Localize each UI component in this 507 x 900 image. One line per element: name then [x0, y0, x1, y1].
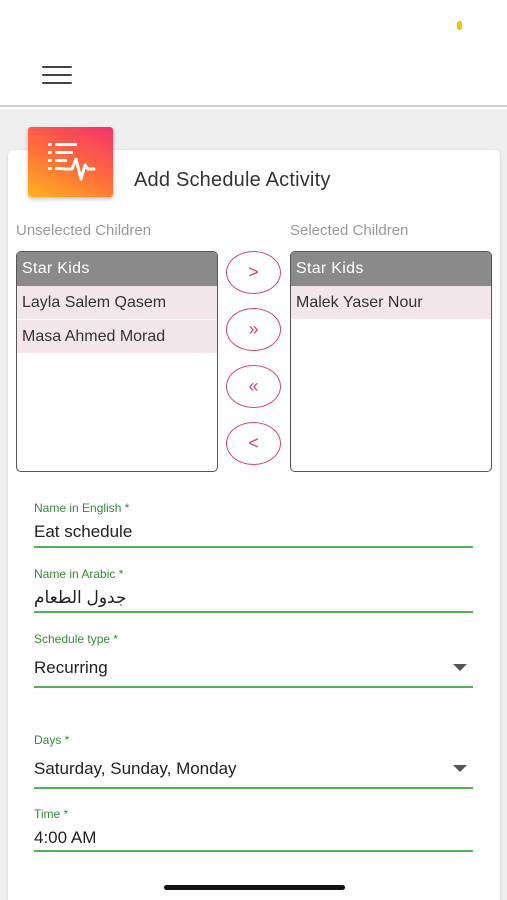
list-item-unselected-child[interactable]: Layla Salem Qasem [17, 286, 217, 320]
days-underline [34, 787, 473, 789]
page-title: Add Schedule Activity [134, 169, 331, 191]
activity-list-pulse-icon [28, 127, 113, 197]
time-underline [34, 850, 473, 852]
list-item-unselected-child[interactable]: Masa Ahmed Morad [17, 320, 217, 354]
schedule-type-underline [34, 686, 473, 688]
move-selected-left-button[interactable]: < [226, 422, 281, 465]
days-label: Days * [34, 733, 70, 747]
chevron-down-icon[interactable] [453, 765, 467, 772]
days-value[interactable]: Saturday, Sunday, Monday [34, 759, 237, 778]
selected-group-header: Star Kids [291, 252, 491, 286]
selected-children-label: Selected Children [290, 222, 409, 239]
name-english-field[interactable] [34, 501, 473, 549]
unselected-children-label: Unselected Children [16, 222, 152, 239]
unselected-group-header: Star Kids [17, 252, 217, 286]
name-arabic-label: Name in Arabic * [34, 567, 124, 581]
move-selected-right-button[interactable]: > [226, 251, 281, 294]
unselected-children-list [16, 251, 218, 472]
name-english-underline [34, 546, 473, 548]
chevron-down-icon[interactable] [453, 664, 467, 671]
name-english-label: Name in English * [34, 501, 130, 515]
list-item-selected-child[interactable]: Malek Yaser Nour [291, 286, 491, 320]
app-header [0, 0, 507, 107]
name-arabic-field[interactable] [34, 567, 473, 614]
days-select[interactable] [34, 733, 473, 791]
time-input[interactable]: 4:00 AM [34, 828, 97, 847]
home-indicator[interactable] [164, 885, 345, 890]
move-all-right-button[interactable]: » [226, 308, 281, 351]
time-field[interactable] [34, 807, 473, 855]
time-label: Time * [34, 807, 69, 821]
name-arabic-underline [34, 611, 473, 613]
schedule-type-label: Schedule type * [34, 632, 119, 646]
schedule-type-value[interactable]: Recurring [34, 658, 108, 677]
schedule-type-select[interactable] [34, 632, 473, 690]
selected-children-list [290, 251, 492, 472]
name-arabic-input[interactable]: جدول الطعام [34, 588, 127, 607]
move-all-left-button[interactable]: « [226, 365, 281, 408]
name-english-input[interactable]: Eat schedule [34, 522, 133, 541]
status-indicator-dot [457, 21, 462, 30]
hamburger-menu-icon[interactable] [40, 66, 74, 90]
